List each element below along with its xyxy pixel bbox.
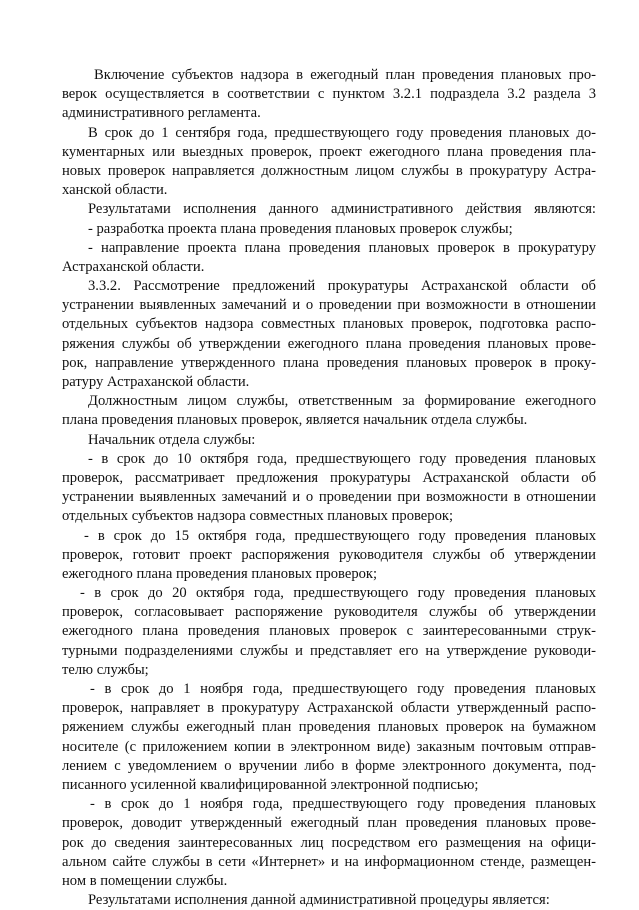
text-line: Результатами исполнения данного административного действия являются: xyxy=(88,201,596,218)
text-line: административного регламента. xyxy=(62,105,261,122)
text-line: альном сайте службы в сети «Интернет» и на информационном стенде, размещен- xyxy=(62,853,596,870)
text-line: проверок, доводит утвержденный ежегодный план проведения плановых прове- xyxy=(62,815,596,832)
text-line: телю службы; xyxy=(62,661,149,678)
text-line: ряжением службы ежегодный план проведения плановых проверок на бумажном xyxy=(62,719,596,736)
text-line: Результатами исполнения данной административной процедуры является: xyxy=(88,892,550,909)
text-line: верок осуществляется в соответствии с пунктом 3.2.1 подраздела 3.2 раздела 3 xyxy=(62,86,596,103)
text-line: рок до сведения заинтересованных лиц посредством его размещения на офици- xyxy=(62,834,596,851)
text-line: проверок, рассматривает предложения прокуратуры Астраханской области об xyxy=(62,469,596,486)
text-line: кументарных или выездных проверок, проект ежегодного плана проведения пла- xyxy=(62,143,596,160)
text-line: - разработка проекта плана проведения плановых проверок службы; xyxy=(88,220,513,237)
text-line: проверок, направляет в прокуратуру Астраханской области утвержденный распо- xyxy=(62,700,596,717)
text-line: ратуру Астраханской области. xyxy=(62,374,250,390)
text-line: - в срок до 15 октября года, предшествующего году проведения плановых xyxy=(84,527,596,544)
text-line: рок, направление утвержденного плана проведения плановых проверок в проку- xyxy=(62,354,596,371)
text-line: турными подразделениями службы и представляет его на утверждение руководи- xyxy=(62,642,596,659)
text-line: носителе (с приложением копии в электронном виде) заказным почтовым отправ- xyxy=(62,738,596,755)
text-line: Включение субъектов надзора в ежегодный план проведения плановых про- xyxy=(94,67,596,83)
text-line: ном в помещении службы. xyxy=(62,872,228,889)
text-line: отдельных субъектов надзора совместных плановых проверок, подготовка распо- xyxy=(62,316,596,333)
text-line: устранении выявленных замечаний и о проведении при возможности в отношении xyxy=(62,489,596,506)
text-line: ряжения службы об утверждении ежегодного плана проведения плановых прове- xyxy=(62,335,596,352)
text-line: - направление проекта плана проведения плановых проверок в прокуратуру xyxy=(88,239,596,256)
text-line: лением с уведомлением о вручении либо в форме электронного документа, под- xyxy=(62,757,596,774)
text-line: проверок, согласовывает распоряжение руководителя службы об утверждении xyxy=(62,604,596,621)
text-line: - в срок до 20 октября года, предшествующего году проведения плановых xyxy=(80,585,596,602)
text-line: Начальник отдела службы: xyxy=(88,431,256,448)
text-line: ежегодного плана проведения плановых проверок; xyxy=(62,565,378,582)
text-line: устранении выявленных замечаний и о проведении при возможности в отношении xyxy=(62,297,596,314)
text-line: ежегодного плана проведения плановых проверок с заинтересованными струк- xyxy=(62,623,596,640)
document-page xyxy=(62,66,596,910)
text-line: новых проверок направляется должностным лицом службы в прокуратуру Астра- xyxy=(62,162,596,179)
text-line: - в срок до 1 ноября года, предшествующего году проведения плановых xyxy=(90,796,596,813)
section-heading-line: 3.3.2. Рассмотрение предложений прокуратуры Астраханской области об xyxy=(88,278,596,295)
text-line: отдельных субъектов надзора совместных плановых проверок; xyxy=(62,508,454,525)
text-line: - в срок до 1 ноября года, предшествующего году проведения плановых xyxy=(90,681,596,697)
text-line: ханской области. xyxy=(62,182,168,199)
text-line: - в срок до 10 октября года, предшествующего году проведения плановых xyxy=(88,450,596,467)
text-line: Должностным лицом службы, ответственным за формирование ежегодного xyxy=(88,393,596,410)
text-line: плана проведения плановых проверок, является начальник отдела службы. xyxy=(62,412,528,429)
text-line: В срок до 1 сентября года, предшествующего году проведения плановых до- xyxy=(88,124,596,141)
text-line: писанного усиленной квалифицированной электронной подписью; xyxy=(62,776,479,793)
text-line: проверок, готовит проект распоряжения руководителя службы об утверждении xyxy=(62,546,596,563)
text-line: Астраханской области. xyxy=(62,258,205,275)
